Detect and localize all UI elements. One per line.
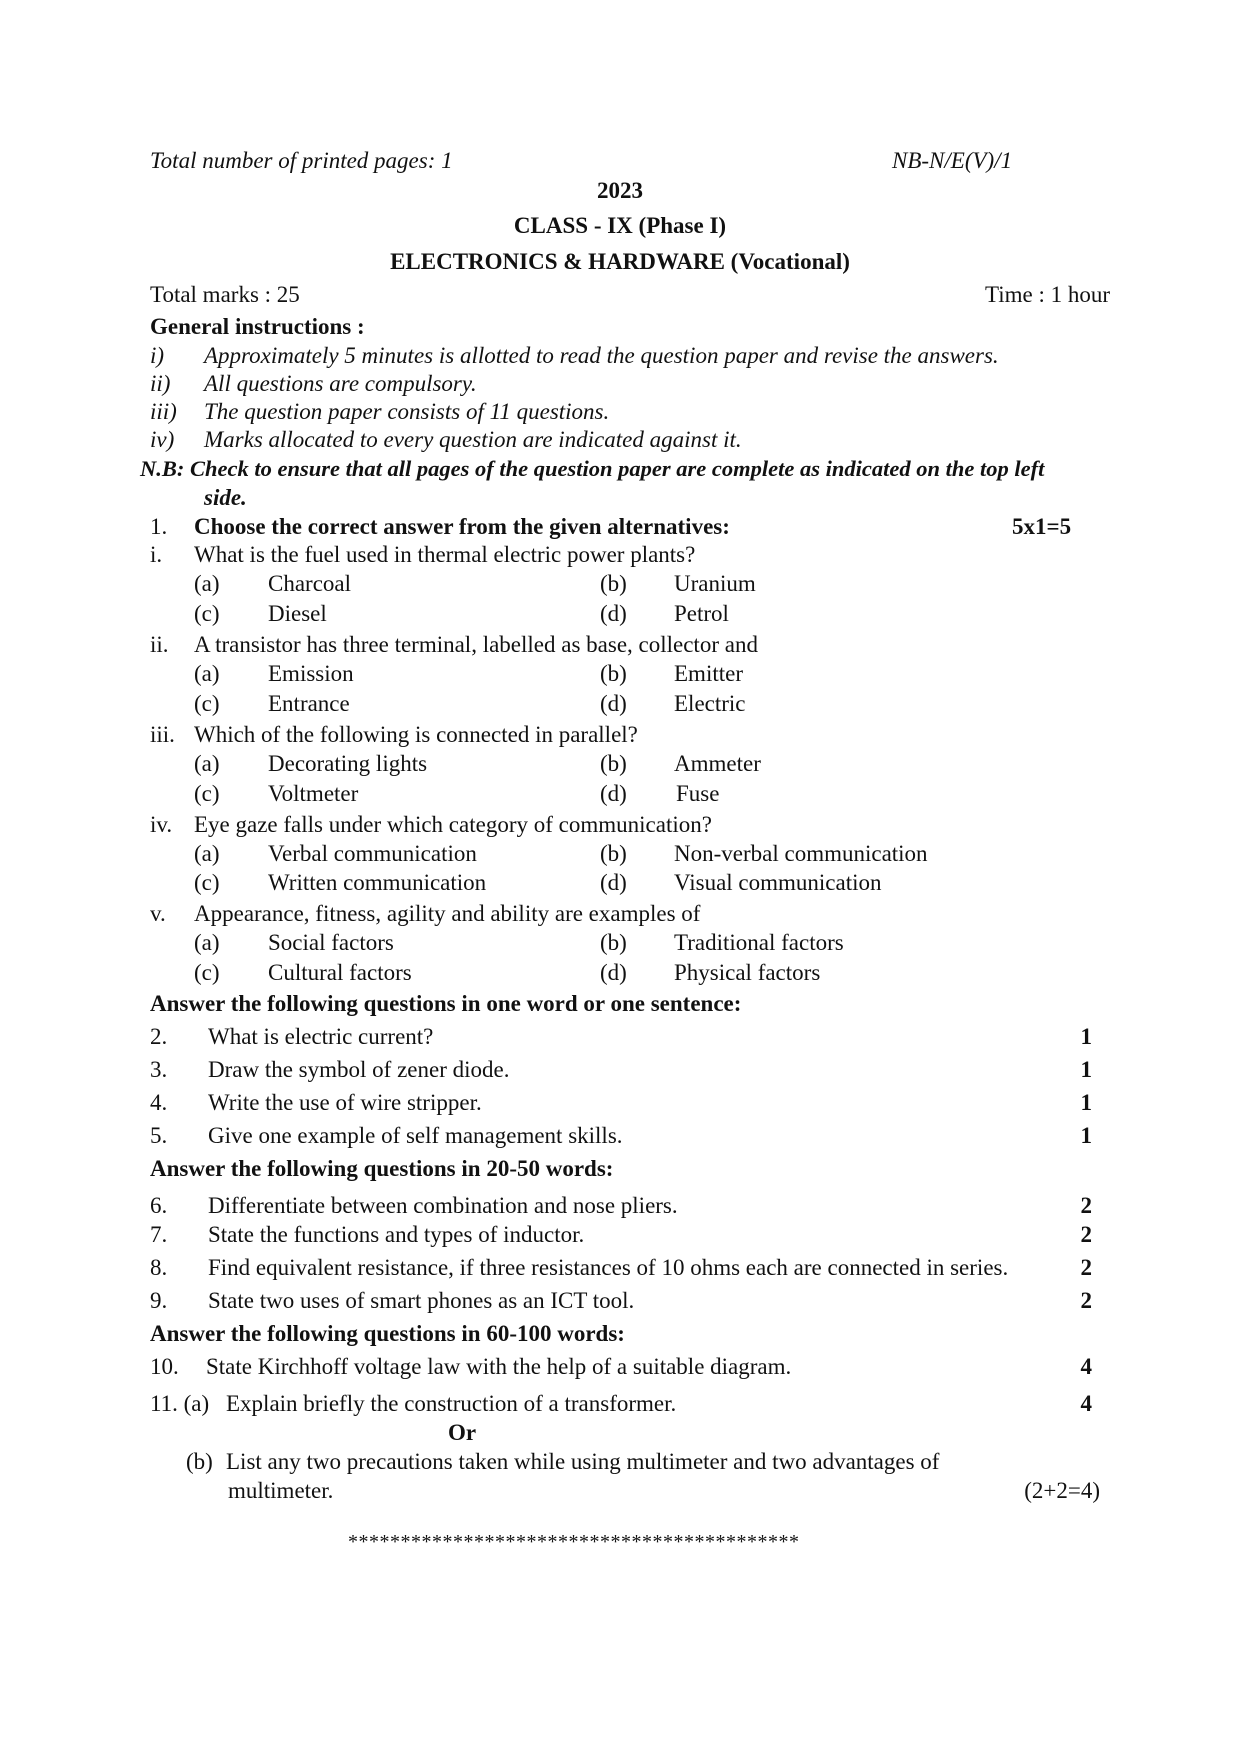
question-number: 2. (150, 1024, 168, 1049)
question-marks: 1 (1080, 1057, 1092, 1082)
or-separator: Or (448, 1420, 477, 1445)
option-text: Emitter (674, 661, 743, 686)
option-label: (c) (194, 960, 220, 985)
instruction-text: All questions are compulsory. (204, 371, 477, 396)
option-label: (c) (194, 691, 220, 716)
nb-note-continued: side. (204, 485, 247, 510)
option-label: (a) (194, 571, 220, 596)
question-marks: 1 (1080, 1123, 1092, 1148)
option-text: Electric (674, 691, 746, 716)
option-label: (a) (194, 841, 220, 866)
option-label: (a) (194, 930, 220, 955)
question-marks: (2+2=4) (1024, 1478, 1100, 1503)
question-number: 4. (150, 1090, 168, 1115)
section2-heading: Answer the following questions in one word or one sentence: (150, 991, 742, 1016)
option-text: Traditional factors (674, 930, 844, 955)
section3-heading: Answer the following questions in 20-50 words: (150, 1156, 614, 1181)
option-text: Written communication (268, 870, 487, 895)
instructions-heading: General instructions : (150, 314, 365, 339)
mcq-question: Eye gaze falls under which category of communication? (194, 812, 712, 837)
option-label: (d) (600, 870, 627, 895)
question-number: 11. (a) (150, 1391, 210, 1416)
option-label: (c) (194, 601, 220, 626)
option-text: Emission (268, 661, 354, 686)
question-text: Differentiate between combination and nose pliers. (208, 1193, 678, 1218)
option-text: Voltmeter (268, 781, 359, 806)
subject-title: ELECTRONICS & HARDWARE (Vocational) (390, 249, 850, 274)
option-label: (b) (600, 661, 627, 686)
question-number: 9. (150, 1288, 168, 1313)
option-text: Cultural factors (268, 960, 412, 985)
paper-code: NB-N/E(V)/1 (892, 148, 1013, 173)
question-number: 3. (150, 1057, 168, 1082)
instruction-num: iii) (150, 399, 177, 424)
instruction-num: ii) (150, 371, 171, 396)
section1-heading: Choose the correct answer from the given alternatives: (194, 514, 730, 539)
class-title: CLASS - IX (Phase I) (513, 213, 727, 238)
question-marks: 1 (1080, 1024, 1092, 1049)
printed-pages-note: Total number of printed pages: 1 (150, 148, 453, 173)
mcq-number: ii. (150, 632, 169, 657)
option-text: Entrance (268, 691, 350, 716)
section4-heading: Answer the following questions in 60-100 words: (150, 1321, 625, 1346)
option-text: Charcoal (268, 571, 352, 596)
option-label: (d) (600, 960, 627, 985)
question-number: 8. (150, 1255, 168, 1280)
instruction-num: i) (150, 343, 165, 368)
option-label: (c) (194, 870, 220, 895)
time-allowed: Time : 1 hour (984, 282, 1110, 307)
exam-year: 2023 (597, 178, 643, 203)
option-text: Physical factors (674, 960, 821, 985)
question-text: Give one example of self management skills. (208, 1123, 623, 1148)
question-text: List any two precautions taken while using multimeter and two advantages of (226, 1449, 940, 1474)
question-marks: 4 (1080, 1354, 1092, 1379)
question-text: Find equivalent resistance, if three resistances of 10 ohms each are connected in series. (208, 1255, 1009, 1280)
question-text: Draw the symbol of zener diode. (208, 1057, 510, 1082)
instruction-text: The question paper consists of 11 questions. (204, 399, 610, 424)
option-label: (b) (600, 751, 627, 776)
option-text: Verbal communication (268, 841, 477, 866)
question-text: State Kirchhoff voltage law with the help of a suitable diagram. (206, 1354, 792, 1379)
instruction-num: iv) (150, 427, 175, 452)
option-label: (a) (194, 661, 220, 686)
option-text: Uranium (674, 571, 756, 596)
option-text: Non-verbal communication (674, 841, 928, 866)
question-number: 7. (150, 1222, 168, 1247)
option-label: (a) (194, 751, 220, 776)
option-label: (c) (194, 781, 220, 806)
mcq-question: Which of the following is connected in parallel? (194, 722, 638, 747)
question-marks: 2 (1080, 1193, 1092, 1218)
question-sub-label: (b) (186, 1449, 213, 1474)
section1-number: 1. (150, 514, 168, 539)
option-label: (b) (600, 930, 627, 955)
instruction-text: Marks allocated to every question are indicated against it. (204, 427, 742, 452)
question-marks: 2 (1080, 1255, 1092, 1280)
question-marks: 1 (1080, 1090, 1092, 1115)
option-text: Ammeter (674, 751, 761, 776)
mcq-question: A transistor has three terminal, labelled as base, collector and (194, 632, 758, 657)
nb-note: N.B: Check to ensure that all pages of the question paper are complete as indicated on the top left (140, 456, 1045, 481)
option-text: Petrol (674, 601, 729, 626)
option-text: Social factors (268, 930, 394, 955)
question-text: Explain briefly the construction of a transformer. (226, 1391, 677, 1416)
question-text: State two uses of smart phones as an ICT tool. (208, 1288, 635, 1313)
option-text: Visual communication (674, 870, 882, 895)
option-text: Decorating lights (268, 751, 428, 776)
end-of-paper-stars: ******************************************* (348, 1531, 800, 1553)
option-label: (b) (600, 571, 627, 596)
mcq-question: What is the fuel used in thermal electric power plants? (194, 542, 696, 567)
option-text: Fuse (676, 781, 720, 806)
total-marks: Total marks : 25 (150, 282, 300, 307)
question-text: State the functions and types of inductor. (208, 1222, 585, 1247)
option-label: (b) (600, 841, 627, 866)
question-text: What is electric current? (208, 1024, 434, 1049)
question-text: Write the use of wire stripper. (208, 1090, 482, 1115)
mcq-number: i. (150, 542, 163, 567)
question-marks: 2 (1080, 1222, 1092, 1247)
option-text: Diesel (268, 601, 327, 626)
mcq-number: iv. (150, 812, 173, 837)
option-label: (d) (600, 781, 627, 806)
question-number: 5. (150, 1123, 168, 1148)
instruction-text: Approximately 5 minutes is allotted to read the question paper and revise the answers. (204, 343, 999, 368)
option-label: (d) (600, 601, 627, 626)
option-label: (d) (600, 691, 627, 716)
question-marks: 2 (1080, 1288, 1092, 1313)
mcq-number: iii. (150, 722, 175, 747)
question-marks: 4 (1080, 1391, 1092, 1416)
question-text-continued: multimeter. (228, 1478, 334, 1503)
question-number: 10. (150, 1354, 179, 1379)
section1-marks: 5x1=5 (1012, 514, 1072, 539)
mcq-question: Appearance, fitness, agility and ability are examples of (194, 901, 701, 926)
question-number: 6. (150, 1193, 168, 1218)
mcq-number: v. (150, 901, 166, 926)
